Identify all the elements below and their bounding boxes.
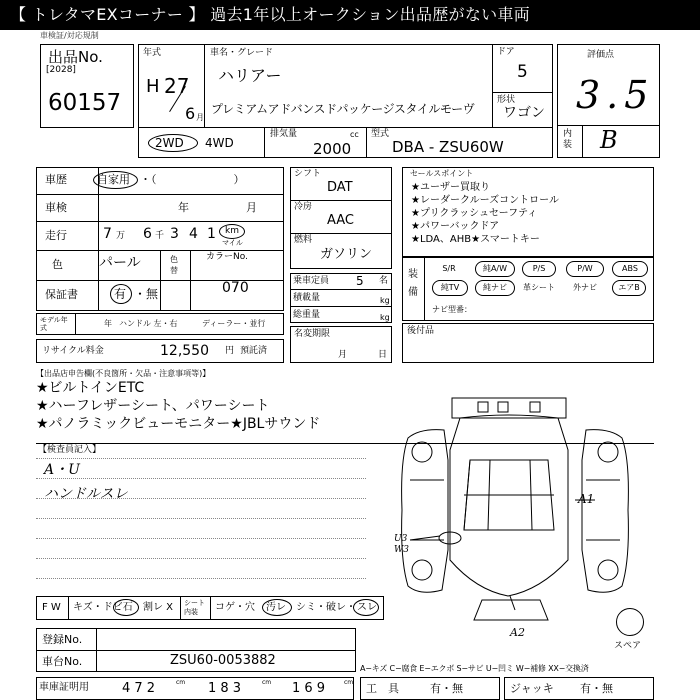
notes-line: ★ハーフレザーシート、パワーシート <box>36 398 270 414</box>
warranty-label: 保証書 <box>45 288 78 301</box>
inspection-label: 車検 <box>45 201 67 214</box>
score-label: 評価点 <box>587 50 615 60</box>
spare-label: スペア <box>614 641 642 651</box>
year-month-unit: 月 <box>196 113 204 122</box>
color-code: 070 <box>222 280 249 296</box>
equipment-nav: ナビ型番： <box>432 305 472 314</box>
registration-label: 登録No. <box>42 633 83 646</box>
color-label: 色 <box>52 258 63 271</box>
tools-label: 工 具 <box>366 682 399 695</box>
shift-value: DAT <box>327 180 353 195</box>
mark-u3: U3 <box>394 534 408 544</box>
color-code-label: カラーNo. <box>206 252 248 262</box>
capacity-label: 乗車定員 <box>293 276 330 286</box>
interior-wear: スレ <box>357 602 377 613</box>
equip-navi: 純ナビ <box>475 280 515 296</box>
interior-label: 内装 <box>563 129 573 150</box>
equip-aw: 純A/W <box>475 261 515 277</box>
inspector-line1: A・U <box>44 462 80 478</box>
cert-d1: 4 7 2 <box>122 681 156 696</box>
spare-circle <box>616 608 644 636</box>
history-label: 車歴 <box>45 173 67 186</box>
interior-dirt: 汚レ <box>266 602 286 613</box>
warranty-yes: 有 <box>114 287 127 301</box>
displacement-unit: cc <box>350 130 359 139</box>
equip-sr: S/R <box>442 264 456 273</box>
model-row-dealer: ディーラー・並行 <box>202 319 266 328</box>
sub-header: 車検証/対応規制 <box>40 31 99 40</box>
interior-flaw: キズ・ドビ石 <box>73 602 133 613</box>
inspector-label: 【検査員記入】 <box>38 445 102 455</box>
model-row-handle: ハンドル 左・右 <box>119 319 178 328</box>
tools-value: 有・無 <box>430 682 463 695</box>
interior-value: B <box>600 126 618 154</box>
inspection-month: 月 <box>246 201 257 214</box>
ac-label: 冷房 <box>294 202 313 212</box>
legend: A−キズ C−腐食 E−エクボ S−サビ U−凹ミ W−補修 XX−交換済 <box>360 664 589 673</box>
equip-abs: ABS <box>612 261 648 277</box>
capacity-value: 5 <box>356 274 364 288</box>
mileage-d3: 3 <box>170 226 179 242</box>
history-selected: 自家用 <box>97 173 130 186</box>
load-label: 積載量 <box>293 293 321 303</box>
recycle-value: 12,550 <box>160 343 209 359</box>
fuel-label: 燃料 <box>294 235 313 245</box>
mark-a1: A1 <box>578 492 595 506</box>
notes-line: ★ビルトインETC <box>36 380 145 396</box>
sales-label: セールスポイント <box>410 169 474 178</box>
ac-value: AAC <box>327 213 354 228</box>
recycle-label: リサイクル料金 <box>42 346 104 356</box>
cert-d3: 1 6 9 <box>292 681 326 696</box>
capacity-unit: 名 <box>379 276 389 286</box>
mark-a2: A2 <box>510 626 525 639</box>
cert-u2: cm <box>262 679 272 686</box>
doors-value: 5 <box>517 62 528 82</box>
sales-item: ★パワーバックドア <box>411 221 500 232</box>
mileage-d4: 4 <box>189 226 198 242</box>
equipment-label: 装備 <box>408 269 418 298</box>
equip-tv: 純TV <box>432 280 468 296</box>
chassis-value: ZSU60-0053882 <box>170 653 276 668</box>
car-name: ハリアー <box>218 66 282 85</box>
warranty-no: ・無 <box>134 287 159 301</box>
drive-selected: 2WD <box>155 136 184 150</box>
equip-leather: 革シート <box>523 283 555 292</box>
interior-fw: F W <box>42 602 61 613</box>
car-diagram <box>390 390 640 630</box>
displacement-label: 排気量 <box>270 129 298 139</box>
weight-label: 総重量 <box>293 310 321 320</box>
renewal-month: 月 <box>338 350 348 360</box>
lot-tag: [2028] <box>46 65 76 75</box>
equip-pw: P/W <box>566 261 604 277</box>
interior-burn: コゲ・穴 <box>215 602 255 613</box>
mileage-u1: 万 <box>116 231 126 241</box>
year-label: 年式 <box>143 48 162 58</box>
equip-ps: P/S <box>522 261 556 277</box>
sales-item: ★プリクラッシュセーフティ <box>411 208 538 219</box>
cert-d2: 1 8 3 <box>208 681 242 696</box>
mileage-mile: マイル <box>222 239 243 247</box>
equip-airbag: エアB <box>612 280 646 296</box>
notes-line: ★パノラミックビューモニター★JBLサウンド <box>36 416 321 432</box>
notes-label: 【出品店申告欄(不良箇所・欠品・注意事項等)】 <box>36 369 211 378</box>
model-row-label: モデル年式 <box>40 316 68 332</box>
model-row-year: 年 <box>104 319 112 328</box>
history-rest: ・（ ） <box>140 173 245 186</box>
year-value: 27 <box>164 74 190 98</box>
shift-label: シフト <box>294 169 322 179</box>
sales-item: ★ユーザー買取り <box>411 182 490 193</box>
sales-item: ★LDA、AHB★スマートキー <box>411 234 540 245</box>
renewal-day: 日 <box>378 350 388 360</box>
car-label: 車名・グレード <box>210 48 274 58</box>
mileage-d1: 7 <box>103 226 112 242</box>
after-label: 後付品 <box>407 326 435 336</box>
model-value: DBA - ZSU60W <box>392 138 504 156</box>
flaw-circle <box>113 599 139 616</box>
body-label: 形状 <box>497 95 516 105</box>
year-era: H <box>146 76 160 97</box>
lot-label: 出品No. <box>48 48 103 66</box>
displacement-value: 2000 <box>313 140 352 158</box>
chassis-label: 車台No. <box>42 655 83 668</box>
mileage-label: 走行 <box>45 229 67 242</box>
interior-crack: 割レ X <box>143 602 174 613</box>
equip-ext-navi: 外ナビ <box>573 283 597 292</box>
recycle-note: 預託済 <box>240 346 268 356</box>
interior-seat: シート内装 <box>184 599 205 616</box>
mileage-d5: 1 <box>207 226 216 242</box>
doors-label: ドア <box>497 47 515 57</box>
renewal-label: 名変期限 <box>294 329 331 339</box>
weight-unit: kg <box>380 313 390 322</box>
mark-w3: W3 <box>394 545 409 555</box>
color-change-label: 色替 <box>170 255 178 275</box>
drive-other: 4WD <box>205 136 234 150</box>
banner-text: 【 トレタマEXコーナー 】 過去1年以上オークション出品歴がない車両 <box>10 5 531 24</box>
interior-stain: シミ・破レ・ <box>296 602 356 613</box>
jack-value: 有・無 <box>580 682 613 695</box>
inspection-year: 年 <box>178 201 189 214</box>
cert-u3: cm <box>344 679 354 686</box>
score-value: 3.5 <box>576 73 655 117</box>
model-label: 型式 <box>371 129 390 139</box>
inspector-line2: ハンドルスレ <box>44 486 128 502</box>
sales-item: ★レーダークルーズコントロール <box>411 195 559 206</box>
after-box <box>402 323 654 363</box>
cert-label: 車庫証明用 <box>39 682 89 693</box>
mileage-u2: 千 <box>155 231 165 241</box>
cert-u1: cm <box>176 679 186 686</box>
recycle-unit: 円 <box>225 346 235 356</box>
fuel-value: ガソリン <box>320 247 373 262</box>
car-grade: プレミアムアドバンスドパッケージスタイルモーヴ <box>211 102 475 116</box>
body-value: ワゴン <box>503 105 545 121</box>
color-value: パール <box>99 255 141 271</box>
mileage-d2: 6 <box>143 226 152 242</box>
load-unit: kg <box>380 296 390 305</box>
year-month: 6 <box>185 104 196 123</box>
mileage-km: km <box>225 226 239 236</box>
jack-label: ジャッキ <box>510 682 554 695</box>
lot-number: 60157 <box>48 90 122 116</box>
